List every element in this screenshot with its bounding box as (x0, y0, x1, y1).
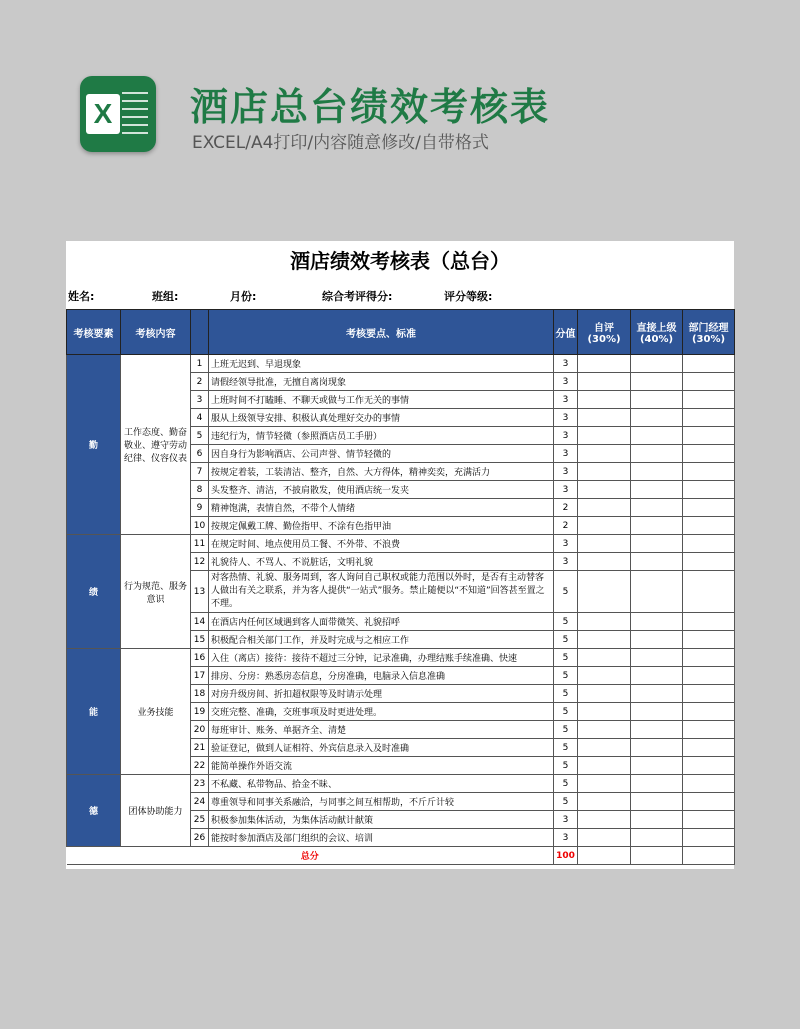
manager-eval-cell[interactable] (683, 553, 735, 571)
factor-cell: 能 (67, 649, 121, 775)
criteria-cell: 不私藏、私带物品、拾金不昧、 (209, 775, 554, 793)
manager-eval-cell[interactable] (683, 631, 735, 649)
total-self[interactable] (578, 847, 631, 865)
header-no (191, 310, 209, 355)
item-number: 10 (191, 517, 209, 535)
total-supervisor[interactable] (631, 847, 683, 865)
banner-subtitle: EXCEL/A4打印/内容随意修改/自带格式 (192, 133, 489, 153)
item-number: 2 (191, 373, 209, 391)
criteria-cell: 能简单操作外语交流 (209, 757, 554, 775)
criteria-cell: 请假经领导批准，无擅自离岗现象 (209, 373, 554, 391)
manager-eval-cell[interactable] (683, 721, 735, 739)
self-eval-cell[interactable] (578, 463, 631, 481)
score-cell: 2 (554, 499, 578, 517)
score-cell: 5 (554, 757, 578, 775)
self-eval-cell[interactable] (578, 517, 631, 535)
supervisor-eval-cell[interactable] (631, 571, 683, 613)
score-cell: 5 (554, 739, 578, 757)
item-number: 19 (191, 703, 209, 721)
manager-eval-cell[interactable] (683, 517, 735, 535)
manager-eval-cell[interactable] (683, 757, 735, 775)
criteria-cell: 在酒店内任何区域遇到客人面带微笑、礼貌招呼 (209, 613, 554, 631)
criteria-cell: 积极参加集体活动，为集体活动献计献策 (209, 811, 554, 829)
manager-eval-cell[interactable] (683, 535, 735, 553)
info-score: 综合考评得分: (322, 290, 393, 303)
manager-eval-cell[interactable] (683, 481, 735, 499)
supervisor-eval-cell[interactable] (631, 811, 683, 829)
manager-eval-cell[interactable] (683, 571, 735, 613)
header-supervisor: 直接上级 (40%) (631, 310, 683, 355)
item-number: 4 (191, 409, 209, 427)
score-cell: 3 (554, 811, 578, 829)
self-eval-cell[interactable] (578, 775, 631, 793)
self-eval-cell[interactable] (578, 793, 631, 811)
item-number: 11 (191, 535, 209, 553)
spreadsheet (66, 241, 734, 869)
total-label: 总分 (67, 847, 554, 865)
criteria-cell: 积极配合相关部门工作，并及时完成与之相应工作 (209, 631, 554, 649)
item-number: 26 (191, 829, 209, 847)
factor-cell: 勤 (67, 355, 121, 535)
item-number: 3 (191, 391, 209, 409)
content-cell: 工作态度、勤奋敬业、遵守劳动纪律、仪容仪表 (121, 355, 191, 535)
score-cell: 3 (554, 355, 578, 373)
self-eval-cell[interactable] (578, 703, 631, 721)
item-number: 25 (191, 811, 209, 829)
criteria-cell: 按规定佩戴工牌、勤俭指甲、不涂有色指甲油 (209, 517, 554, 535)
total-row (67, 847, 735, 865)
score-cell: 3 (554, 481, 578, 499)
manager-eval-cell[interactable] (683, 427, 735, 445)
item-number: 24 (191, 793, 209, 811)
self-eval-cell[interactable] (578, 613, 631, 631)
score-cell: 3 (554, 373, 578, 391)
criteria-cell: 交班完整、准确，交班事项及时更进处理。 (209, 703, 554, 721)
manager-eval-cell[interactable] (683, 649, 735, 667)
item-number: 18 (191, 685, 209, 703)
manager-eval-cell[interactable] (683, 613, 735, 631)
supervisor-eval-cell[interactable] (631, 445, 683, 463)
criteria-cell: 尊重领导和同事关系融洽，与同事之间互相帮助，不斤斤计较 (209, 793, 554, 811)
score-cell: 5 (554, 571, 578, 613)
self-eval-cell[interactable] (578, 355, 631, 373)
item-number: 21 (191, 739, 209, 757)
excel-icon: X (80, 76, 156, 152)
self-eval-cell[interactable] (578, 409, 631, 427)
item-number: 7 (191, 463, 209, 481)
score-cell: 5 (554, 703, 578, 721)
supervisor-eval-cell[interactable] (631, 391, 683, 409)
score-cell: 5 (554, 721, 578, 739)
factor-cell: 绩 (67, 535, 121, 649)
item-number: 22 (191, 757, 209, 775)
header-factor: 考核要素 (67, 310, 121, 355)
supervisor-eval-cell[interactable] (631, 499, 683, 517)
item-number: 14 (191, 613, 209, 631)
total-value: 100 (554, 847, 578, 865)
self-eval-cell[interactable] (578, 811, 631, 829)
supervisor-eval-cell[interactable] (631, 739, 683, 757)
item-number: 9 (191, 499, 209, 517)
item-number: 13 (191, 571, 209, 613)
score-cell: 5 (554, 667, 578, 685)
supervisor-eval-cell[interactable] (631, 649, 683, 667)
item-number: 20 (191, 721, 209, 739)
self-eval-cell[interactable] (578, 685, 631, 703)
self-eval-cell[interactable] (578, 427, 631, 445)
item-number: 5 (191, 427, 209, 445)
score-cell: 3 (554, 391, 578, 409)
item-number: 17 (191, 667, 209, 685)
score-cell: 3 (554, 463, 578, 481)
self-eval-cell[interactable] (578, 373, 631, 391)
banner-title: 酒店总台绩效考核表 (190, 85, 551, 129)
header-score: 分值 (554, 310, 578, 355)
supervisor-eval-cell[interactable] (631, 757, 683, 775)
header-criteria: 考核要点、标准 (209, 310, 554, 355)
supervisor-eval-cell[interactable] (631, 703, 683, 721)
assessment-table (66, 309, 735, 865)
criteria-cell: 在规定时间、地点使用员工餐、不外带、不浪费 (209, 535, 554, 553)
criteria-cell: 对客热情、礼貌、服务周到，客人询问自己职权或能力范围以外时，是否有主动替客人做出有关之联系，并为客人提供“一站式”服务。禁止随便以“不知道”回答甚至置之不理。 (209, 571, 554, 613)
manager-eval-cell[interactable] (683, 499, 735, 517)
supervisor-eval-cell[interactable] (631, 517, 683, 535)
manager-eval-cell[interactable] (683, 703, 735, 721)
supervisor-eval-cell[interactable] (631, 481, 683, 499)
total-manager[interactable] (683, 847, 735, 865)
manager-eval-cell[interactable] (683, 373, 735, 391)
criteria-cell: 每班审计、账务、单据齐全、清楚 (209, 721, 554, 739)
item-number: 8 (191, 481, 209, 499)
manager-eval-cell[interactable] (683, 793, 735, 811)
content-cell: 团体协助能力 (121, 775, 191, 847)
supervisor-eval-cell[interactable] (631, 463, 683, 481)
manager-eval-cell[interactable] (683, 775, 735, 793)
item-number: 12 (191, 553, 209, 571)
criteria-cell: 服从上级领导安排、积极认真处理好交办的事情 (209, 409, 554, 427)
criteria-cell: 违纪行为，情节轻微（参照酒店员工手册） (209, 427, 554, 445)
supervisor-eval-cell[interactable] (631, 721, 683, 739)
manager-eval-cell[interactable] (683, 739, 735, 757)
criteria-cell: 礼貌待人、不骂人、不说脏话，文明礼貌 (209, 553, 554, 571)
score-cell: 5 (554, 793, 578, 811)
supervisor-eval-cell[interactable] (631, 427, 683, 445)
score-cell: 5 (554, 775, 578, 793)
supervisor-eval-cell[interactable] (631, 553, 683, 571)
criteria-cell: 按规定着装，工装清洁、整齐，自然、大方得体，精神奕奕，充满活力 (209, 463, 554, 481)
self-eval-cell[interactable] (578, 481, 631, 499)
manager-eval-cell[interactable] (683, 685, 735, 703)
score-cell: 2 (554, 517, 578, 535)
supervisor-eval-cell[interactable] (631, 829, 683, 847)
content-cell: 行为规范、服务意识 (121, 535, 191, 649)
criteria-cell: 因自身行为影响酒店、公司声誉、情节轻微的 (209, 445, 554, 463)
criteria-cell: 能按时参加酒店及部门组织的会议、培训 (209, 829, 554, 847)
supervisor-eval-cell[interactable] (631, 631, 683, 649)
info-group: 班组: (152, 290, 179, 303)
self-eval-cell[interactable] (578, 553, 631, 571)
table-row (67, 535, 735, 553)
supervisor-eval-cell[interactable] (631, 793, 683, 811)
score-cell: 3 (554, 445, 578, 463)
manager-eval-cell[interactable] (683, 829, 735, 847)
table-row (67, 649, 735, 667)
supervisor-eval-cell[interactable] (631, 355, 683, 373)
self-eval-cell[interactable] (578, 571, 631, 613)
score-cell: 5 (554, 631, 578, 649)
self-eval-cell[interactable] (578, 391, 631, 409)
supervisor-eval-cell[interactable] (631, 373, 683, 391)
item-number: 16 (191, 649, 209, 667)
self-eval-cell[interactable] (578, 721, 631, 739)
self-eval-cell[interactable] (578, 535, 631, 553)
self-eval-cell[interactable] (578, 499, 631, 517)
content-cell: 业务技能 (121, 649, 191, 775)
manager-eval-cell[interactable] (683, 811, 735, 829)
criteria-cell: 精神饱满，表情自然，不带个人情绪 (209, 499, 554, 517)
item-number: 1 (191, 355, 209, 373)
sheet-title: 酒店绩效考核表（总台） (290, 249, 510, 273)
score-cell: 5 (554, 613, 578, 631)
info-name: 姓名: (68, 290, 95, 303)
supervisor-eval-cell[interactable] (631, 409, 683, 427)
supervisor-eval-cell[interactable] (631, 667, 683, 685)
factor-cell: 德 (67, 775, 121, 847)
score-cell: 5 (554, 685, 578, 703)
item-number: 15 (191, 631, 209, 649)
info-month: 月份: (230, 290, 257, 303)
criteria-cell: 上班时间不打瞌睡、不聊天或做与工作无关的事情 (209, 391, 554, 409)
self-eval-cell[interactable] (578, 739, 631, 757)
supervisor-eval-cell[interactable] (631, 685, 683, 703)
info-row (66, 282, 734, 309)
self-eval-cell[interactable] (578, 631, 631, 649)
criteria-cell: 验证登记，做到人证相符、外宾信息录入及时准确 (209, 739, 554, 757)
header-row (67, 310, 735, 355)
criteria-cell: 上班无迟到、早退现象 (209, 355, 554, 373)
self-eval-cell[interactable] (578, 667, 631, 685)
supervisor-eval-cell[interactable] (631, 535, 683, 553)
item-number: 23 (191, 775, 209, 793)
score-cell: 3 (554, 829, 578, 847)
score-cell: 5 (554, 649, 578, 667)
manager-eval-cell[interactable] (683, 463, 735, 481)
info-grade: 评分等级: (444, 290, 493, 303)
self-eval-cell[interactable] (578, 445, 631, 463)
self-eval-cell[interactable] (578, 829, 631, 847)
score-cell: 3 (554, 535, 578, 553)
table-row (67, 775, 735, 793)
score-cell: 3 (554, 553, 578, 571)
criteria-cell: 排房、分房：熟悉房态信息，分房准确，电脑录入信息准确 (209, 667, 554, 685)
supervisor-eval-cell[interactable] (631, 613, 683, 631)
criteria-cell: 入住（离店）接待：接待不超过三分钟，记录准确，办理结账手续准确、快速 (209, 649, 554, 667)
criteria-cell: 对房升级房间、折扣超权限等及时请示处理 (209, 685, 554, 703)
self-eval-cell[interactable] (578, 757, 631, 775)
score-cell: 3 (554, 409, 578, 427)
manager-eval-cell[interactable] (683, 355, 735, 373)
manager-eval-cell[interactable] (683, 667, 735, 685)
header-manager: 部门经理 (30%) (683, 310, 735, 355)
self-eval-cell[interactable] (578, 649, 631, 667)
header-self: 自评 (30%) (578, 310, 631, 355)
manager-eval-cell[interactable] (683, 391, 735, 409)
manager-eval-cell[interactable] (683, 445, 735, 463)
score-cell: 3 (554, 427, 578, 445)
table-row (67, 355, 735, 373)
criteria-cell: 头发整齐、清洁，不披肩散发，使用酒店统一发夹 (209, 481, 554, 499)
item-number: 6 (191, 445, 209, 463)
supervisor-eval-cell[interactable] (631, 775, 683, 793)
manager-eval-cell[interactable] (683, 409, 735, 427)
header-content: 考核内容 (121, 310, 191, 355)
